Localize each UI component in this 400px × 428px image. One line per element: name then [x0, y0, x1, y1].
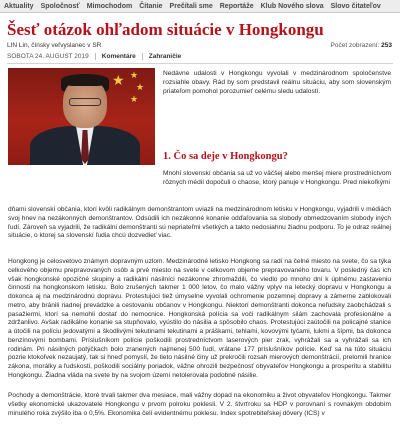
- flag-star-icon: ★: [136, 82, 145, 92]
- meta-divider: [95, 53, 96, 60]
- photo-glasses: [69, 98, 101, 106]
- article-paragraph: Pochody a demonštrácie, ktoré trvali takmer dva mesiace, mali vážny dopad na ekonomiku a život obyvateľov Hongkongu. Takmer všetky ekonomické ukazovatele Hongkongu v prvom polroku poklesli. V 2. štvrťroku sa HDP v porovnaní s rovnakým obdobím minulého roka zvýšilo iba o 0,5%. Ekonomika čelí evidentnému poklesu. Index spotrebiteľskej dôvery (ICS) v: [8, 392, 391, 417]
- photo-hair-top: [61, 74, 109, 86]
- meta-divider: [142, 53, 143, 60]
- flag-star-icon: ★: [130, 94, 139, 104]
- comments-link[interactable]: Komentáre: [101, 53, 136, 60]
- nav-item-reportaze[interactable]: Reportáže: [219, 2, 254, 10]
- article-paragraph: Hongkong je celosvetovo známym dopravným uzlom. Medzinárodné letisko Hongkong sa radí na čelné miesto na svete, čo sa týka celkového objemu prepravovaných osôb a prvé miesto na svete v celkovom objeme prepravovaného tovaru. V posledný čas ich však hongkonské opozičné skupiny a radikálni násilníci nezákonne zhromaždili, čo viedlo po mnoho dní k úplnému zastaveniu činnosti na hongkonskom letisku. Bolo zrušených takmer 1 000 letov, čo malo vážny vplyv na letecký dopravu v Hongkongu a dokonca aj na medzinárodnú dopravu. Protestujúci tiež úmyselne vyvolali ochromenie pozemnej dopravy a zámerne zablokovali metro, aby bránili riadnej prevádzke a cestovaniu občanov v Hongkongu. Niektorí demonštranti dokonca neľudsky zaobchádzali s pasažiermi, ktorí sa nemohli dostať do nemocnice. Hongkonská polícia sa voči radikálnym silám zachovala profesionálne a zdržanlivo. Avšak radikálne konanie sa stupňovalo, vyústilo do násilia a spôsobilo chaos. Protestujúci zaútočili na policajné stanice a útočili na políciu jedovatými a škodlivými tekutinami tekutinami a práškami, tehlami, kovovými tyčami, lukmi a šípmi, ba dokonca benzínovými bombami. Príslušníkom polície poškodili prostredníctvom laserových pier zrak, vyhrážali sa a vyhrážali sa ich rodinám. Pri násilných potýčkach bolo zranených najmenej 500 ľudí, vrátane 177 príslušníkov polície. Keď sa na túto situáciu pozrie ktokoľvek nezaujatý, tak si hneď pomyslí, že tieto násilné činy už prekročili rozsah mierových demonštrácií, prelomili hranice zákona, morálky a ľudskosti, poškodili sociálny poriadok, vážne ohrozili bezpečnosť obyvateľov Hongkongu a prosperitu a stabilitu Hongkongu. Žiadna vláda na svete by na svojom území netolerovala podobné násilie.: [8, 258, 391, 379]
- flag-star-icon: ★: [112, 72, 125, 88]
- section-paragraph-continued: dňami slovenskí občania, ktorí kvôli radikálnym demonštrantom uviazli na medzinárodnom letisku v Hongkongu, vyjadrili v médiách svoj hnev na nezákonných demonštrantov. Odsúdili ich nezákonné konanie odďaľovania sa slobody obmedzovaním slobody iných ľudí. Zároveň sa vyjadrili, že radikálni demonštranti sú nepriateľmi všetkých a takto nedosiahnu žiadnu podporu. To je odraz reálnej situácie, o ktorej sa slovenskí ľudia chcú dozvedieť viac.: [8, 206, 391, 240]
- article-date: SOBOTA 24. AUGUST 2019: [7, 53, 89, 60]
- nav-item-mimochodom[interactable]: Mimochodom: [86, 2, 133, 10]
- category-link[interactable]: Zahraničie: [148, 53, 182, 60]
- top-navigation: [0, 0, 400, 13]
- nav-item-citanie[interactable]: Čítanie: [139, 2, 163, 10]
- nav-item-klub-noveho-slova[interactable]: Klub Nového slova: [260, 2, 324, 10]
- view-counter: [331, 42, 392, 49]
- views-count: 253: [381, 42, 392, 49]
- article-intro: Nedávne udalosti v Hongkongu vyvolali v medzinárodnom spoločenstve rozsiahle obavy. Rád by som predstavil reálnu situáciu, aby som slovenským priateľom pomohol porozumieť celému sledu udalostí.: [163, 70, 391, 95]
- section-heading: 1. Čo sa deje v Hongkongu?: [163, 151, 288, 162]
- section-paragraph: Mnohí slovenskí občania sa už vo väčšej alebo menšej miere prostredníctvom rôznych médií dopočuli o chaose, ktorý panuje v Hongkongu. Pred niekoľkými: [163, 170, 391, 186]
- author-photo: [8, 68, 155, 165]
- views-label: Počet zobrazení:: [330, 42, 380, 49]
- nav-item-slovo-citatelov[interactable]: Slovo čitateľov: [330, 2, 381, 10]
- article-author: LIN Lin, čínsky veľvyslanec v SR: [7, 42, 102, 49]
- nav-item-aktuality[interactable]: Aktuality: [4, 2, 34, 10]
- nav-item-spolocnost[interactable]: Spoločnosť: [40, 2, 80, 10]
- flag-star-icon: ★: [130, 70, 139, 80]
- header-divider: [7, 63, 393, 64]
- article-title: Šesť otázok ohľadom situácie v Hongkongu: [7, 20, 324, 39]
- article-dateline: [7, 53, 181, 60]
- nav-item-precitali-sme[interactable]: Prečítali sme: [169, 2, 213, 10]
